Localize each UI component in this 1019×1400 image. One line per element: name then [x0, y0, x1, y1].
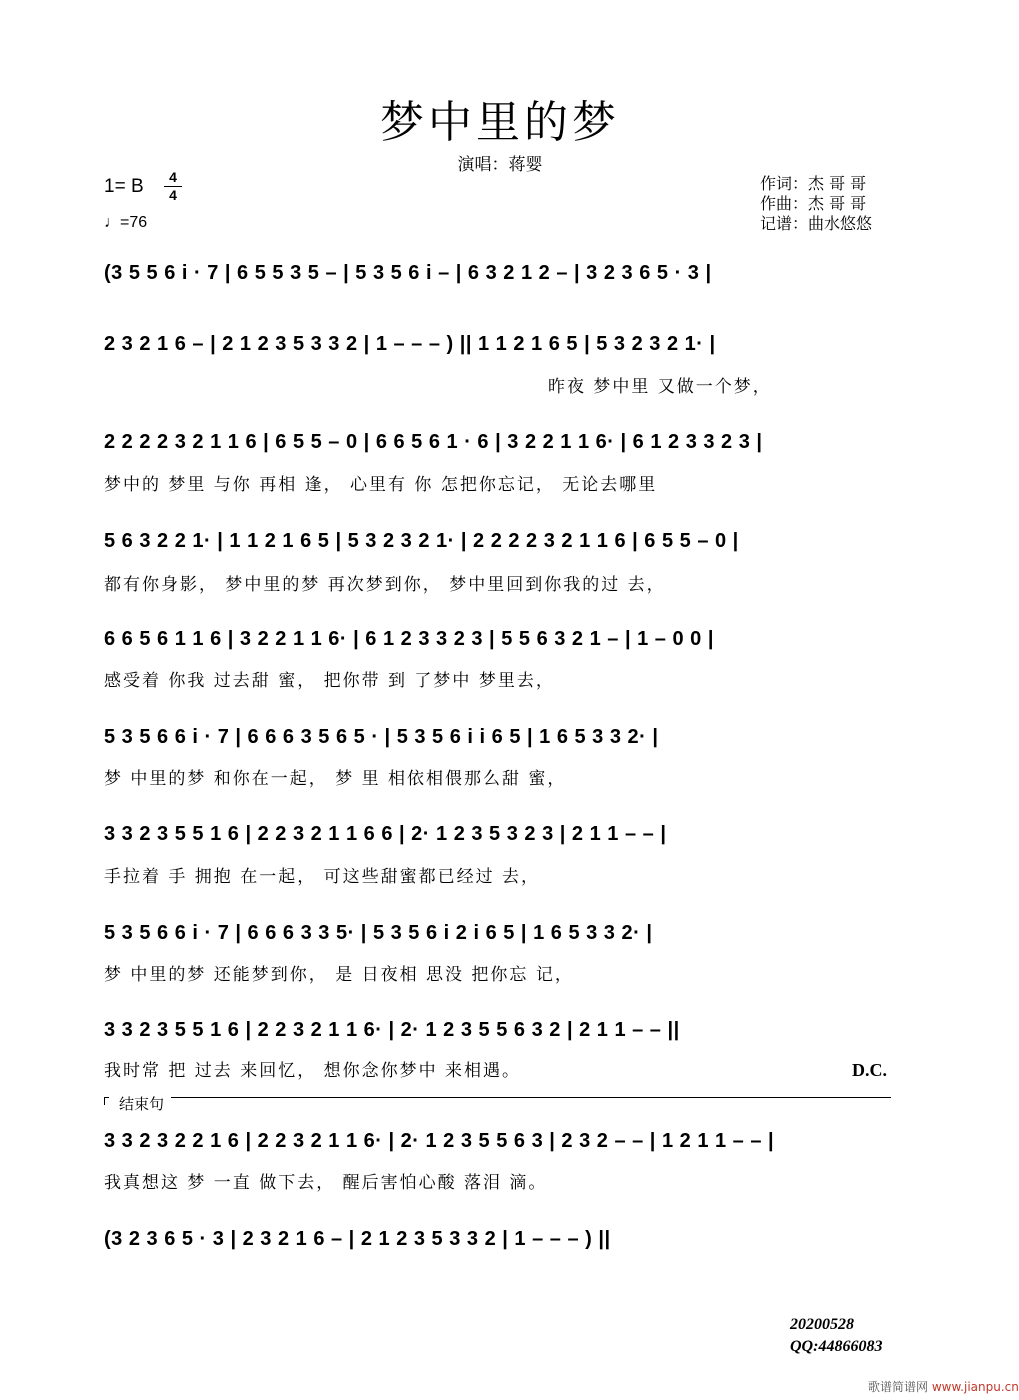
notation-line: 5 3 5 6 6 i · 7 | 6 6 6 3 5 6 5 · | 5 3 5 6 i i 6 5 | 1 6 5 3 3 2· |	[104, 726, 659, 748]
lyric-line: 梦 中里的梦 还能梦到你， 是 日夜相 思没 把你忘 记，	[104, 965, 574, 985]
tempo-mark: ♩=76	[104, 214, 148, 231]
composer-credit: 作曲：杰 哥 哥	[760, 194, 867, 213]
notation-line: 2 2 2 2 3 2 1 1 6 | 6 5 5 – 0 | 6 6 5 6 1 · 6 | 3 2 2 1 1 6· | 6 1 2 3 3 2 3 |	[104, 431, 763, 453]
credits-block	[760, 174, 872, 234]
lyric-line: 感受着 你我 过去甜 蜜， 把你带 到 了梦中 梦里去，	[104, 671, 555, 691]
lyric-line: 我时常 把 过去 来回忆， 想你念你梦中 来相遇。	[104, 1061, 522, 1081]
footer-info	[790, 1314, 882, 1358]
lyric-line: 梦中的 梦里 与你 再相 逢， 心里有 你 怎把你忘记， 无论去哪里	[104, 475, 658, 495]
footer-qq: QQ:44866083	[790, 1338, 883, 1355]
lyric-line: 昨夜 梦中里 又做一个梦，	[548, 377, 772, 397]
lyric-line: 梦 中里的梦 和你在一起， 梦 里 相依相偎那么甜 蜜，	[104, 769, 567, 789]
key-signature: 1= B	[104, 176, 144, 197]
site-watermark	[868, 1378, 1019, 1395]
ending-bracket	[104, 1097, 891, 1105]
notation-line: (3 5 5 6 i · 7 | 6 5 5 3 5 – | 5 3 5 6 i – | 6 3 2 1 2 – | 3 2 3 6 5 · 3 |	[104, 262, 712, 284]
notation-line: 6 6 5 6 1 1 6 | 3 2 2 1 1 6· | 6 1 2 3 3 2 3 | 5 5 6 3 2 1 – | 1 – 0 0 |	[104, 628, 714, 650]
time-signature	[164, 170, 182, 203]
lyricist-credit: 作词：杰 哥 哥	[760, 174, 867, 193]
notation-line: 3 3 2 3 2 2 1 6 | 2 2 3 2 1 1 6· | 2· 1 2 3 5 5 6 3 | 2 3 2 – – | 1 2 1 1 – – |	[104, 1130, 775, 1152]
lyric-line: 都有你身影， 梦中里的梦 再次梦到你， 梦中里回到你我的过 去，	[104, 575, 666, 595]
lyric-line: 手拉着 手 拥抱 在一起， 可这些甜蜜都已经过 去，	[104, 867, 541, 887]
notation-line: (3 2 3 6 5 · 3 | 2 3 2 1 6 – | 2 1 2 3 5 3 3 2 | 1 – – – ) ||	[104, 1228, 611, 1250]
lyric-line: 我真想这 梦 一直 做下去， 醒后害怕心酸 落泪 滴。	[104, 1173, 548, 1193]
footer-date: 20200528	[790, 1316, 854, 1333]
notation-line: 3 3 2 3 5 5 1 6 | 2 2 3 2 1 1 6 6 | 2· 1 2 3 5 3 2 3 | 2 1 1 – – |	[104, 823, 667, 845]
notation-line: 5 3 5 6 6 i · 7 | 6 6 6 3 3 5· | 5 3 5 6 i 2 i 6 5 | 1 6 5 3 3 2· |	[104, 922, 653, 944]
singer-credit: 演唱：蒋婴	[457, 155, 543, 175]
time-signature-bottom: 4	[169, 187, 177, 203]
transcriber-credit: 记谱：曲水悠悠	[760, 214, 873, 233]
notation-line: 3 3 2 3 5 5 1 6 | 2 2 3 2 1 1 6· | 2· 1 2 3 5 5 6 3 2 | 2 1 1 – – ||	[104, 1019, 680, 1041]
notation-line: 5 6 3 2 2 1· | 1 1 2 1 6 5 | 5 3 2 3 2 1· | 2 2 2 2 3 2 1 1 6 | 6 5 5 – 0 |	[104, 530, 739, 552]
dc-mark: D.C.	[852, 1060, 887, 1080]
notation-line: 2 3 2 1 6 – | 2 1 2 3 5 3 3 2 | 1 – – – ) || 1 1 2 1 6 5 | 5 3 2 3 2 1· |	[104, 333, 716, 355]
watermark-text: 歌谱简谱网	[868, 1380, 929, 1394]
watermark-domain: www.jianpu.cn	[931, 1380, 1019, 1394]
ending-label: 结束句	[116, 1093, 167, 1114]
song-title: 梦中里的梦	[380, 97, 620, 148]
time-signature-top: 4	[169, 169, 177, 185]
